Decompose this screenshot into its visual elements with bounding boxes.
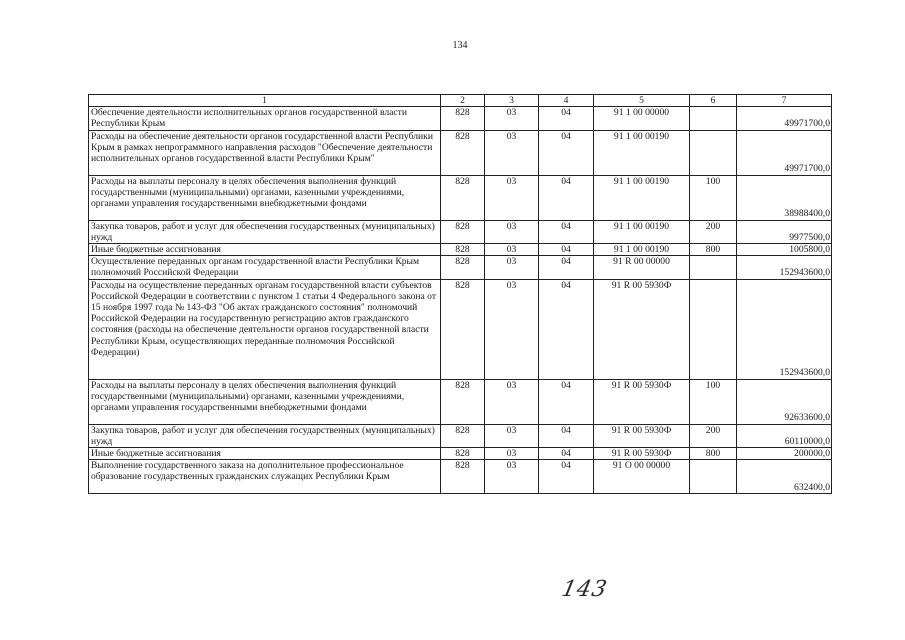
row-name: Закупка товаров, работ и услуг для обеспечения государственных (муниципальных) нужд [89,424,441,447]
cell-subsection: 04 [539,220,594,243]
cell-section: 03 [485,175,539,220]
row-name: Закупка товаров, работ и услуг для обеспечения государственных (муниципальных) нужд [89,220,441,243]
cell-subsection: 04 [539,256,594,279]
page-number: 134 [452,40,468,51]
column-header: 1 [89,95,441,107]
table-row [89,424,832,447]
cell-target-article: 91 R 00 5930Ф [594,379,690,424]
row-name: Расходы на осуществление переданных органам государственной власти субъектов Российской Федерации в соответствии с пунктом 1 статьи 4 Федерального закона от 15 ноября 1997 года № 143-ФЗ "Об актах гражданского состояния" полномочий Российской Федерации на государственную регистрацию актов гражданского состояния (расходы на обеспечение деятельности органов государственной власти Республики Крым, осуществляющих переданные полномочия Российской Федерации) [89,279,441,379]
cell-target-article: 91 1 00 00190 [594,175,690,220]
cell-target-article: 91 1 00 00000 [594,107,690,130]
cell-amount: 60110000,0 [737,424,832,447]
column-header: 6 [690,95,737,107]
cell-expense-type: 800 [690,244,737,256]
cell-expense-type [690,130,737,175]
cell-admin-code: 828 [441,448,485,460]
table-row [89,130,832,175]
column-header: 7 [737,95,832,107]
table-row [89,256,832,279]
cell-subsection: 04 [539,175,594,220]
table-row [89,448,832,460]
row-name: Иные бюджетные ассигнования [89,448,441,460]
cell-section: 03 [485,107,539,130]
row-name: Обеспечение деятельности исполнительных органов государственной власти Республики Крым [89,107,441,130]
cell-subsection: 04 [539,379,594,424]
cell-section: 03 [485,460,539,494]
cell-admin-code: 828 [441,279,485,379]
table-row [89,460,832,494]
cell-amount: 9977500,0 [737,220,832,243]
cell-amount: 152943600,0 [737,279,832,379]
row-name: Расходы на обеспечение деятельности органов государственной власти Республики Крым в рамках непрограммного направления расходов "Обеспечение деятельности исполнительных органов государственной власти Республики Крым" [89,130,441,175]
table-header-row [89,95,832,107]
cell-section: 03 [485,220,539,243]
cell-admin-code: 828 [441,175,485,220]
cell-section: 03 [485,130,539,175]
cell-target-article: 91 1 00 00190 [594,244,690,256]
cell-subsection: 04 [539,424,594,447]
cell-amount: 38988400,0 [737,175,832,220]
row-name: Иные бюджетные ассигнования [89,244,441,256]
cell-expense-type [690,107,737,130]
column-header: 2 [441,95,485,107]
cell-amount: 632400,0 [737,460,832,494]
table-row [89,244,832,256]
cell-admin-code: 828 [441,244,485,256]
cell-section: 03 [485,448,539,460]
column-header: 4 [539,95,594,107]
cell-subsection: 04 [539,130,594,175]
cell-subsection: 04 [539,279,594,379]
cell-admin-code: 828 [441,130,485,175]
cell-expense-type [690,460,737,494]
cell-target-article: 91 1 00 00190 [594,130,690,175]
cell-target-article: 91 R 00 5930Ф [594,279,690,379]
cell-section: 03 [485,279,539,379]
cell-amount: 92633600,0 [737,379,832,424]
cell-admin-code: 828 [441,256,485,279]
cell-target-article: 91 R 00 5930Ф [594,448,690,460]
cell-amount: 200000,0 [737,448,832,460]
cell-expense-type [690,256,737,279]
row-name: Расходы на выплаты персоналу в целях обеспечения выполнения функций государственными (муниципальными) органами, казенными учреждениями, органами управления государственными внебюджетными фондами [89,175,441,220]
cell-expense-type: 800 [690,448,737,460]
cell-target-article: 91 1 00 00190 [594,220,690,243]
row-name: Выполнение государственного заказа на дополнительное профессиональное образование государственных гражданских служащих Республики Крым [89,460,441,494]
cell-expense-type: 200 [690,424,737,447]
cell-subsection: 04 [539,460,594,494]
cell-target-article: 91 О 00 00000 [594,460,690,494]
table-row [89,107,832,130]
cell-target-article: 91 R 00 5930Ф [594,424,690,447]
cell-amount: 152943600,0 [737,256,832,279]
table-row [89,220,832,243]
row-name: Осуществление переданных органам государственной власти Республики Крым полномочий Российской Федерации [89,256,441,279]
cell-amount: 49971700,0 [737,130,832,175]
cell-amount: 49971700,0 [737,107,832,130]
cell-admin-code: 828 [441,107,485,130]
cell-amount: 1005800,0 [737,244,832,256]
cell-section: 03 [485,256,539,279]
cell-subsection: 04 [539,107,594,130]
cell-admin-code: 828 [441,220,485,243]
cell-admin-code: 828 [441,379,485,424]
cell-target-article: 91 R 00 00000 [594,256,690,279]
column-header: 3 [485,95,539,107]
cell-section: 03 [485,244,539,256]
cell-expense-type: 100 [690,175,737,220]
cell-expense-type: 200 [690,220,737,243]
table-row [89,279,832,379]
row-name: Расходы на выплаты персоналу в целях обеспечения выполнения функций государственными (муниципальными) органами, казенными учреждениями, органами управления государственными внебюджетными фондами [89,379,441,424]
cell-section: 03 [485,424,539,447]
table-row [89,175,832,220]
cell-expense-type [690,279,737,379]
handwritten-page-mark: 143 [559,577,610,602]
cell-admin-code: 828 [441,460,485,494]
budget-table [88,94,832,494]
cell-expense-type: 100 [690,379,737,424]
column-header: 5 [594,95,690,107]
cell-subsection: 04 [539,448,594,460]
cell-section: 03 [485,379,539,424]
cell-subsection: 04 [539,244,594,256]
cell-admin-code: 828 [441,424,485,447]
table-row [89,379,832,424]
